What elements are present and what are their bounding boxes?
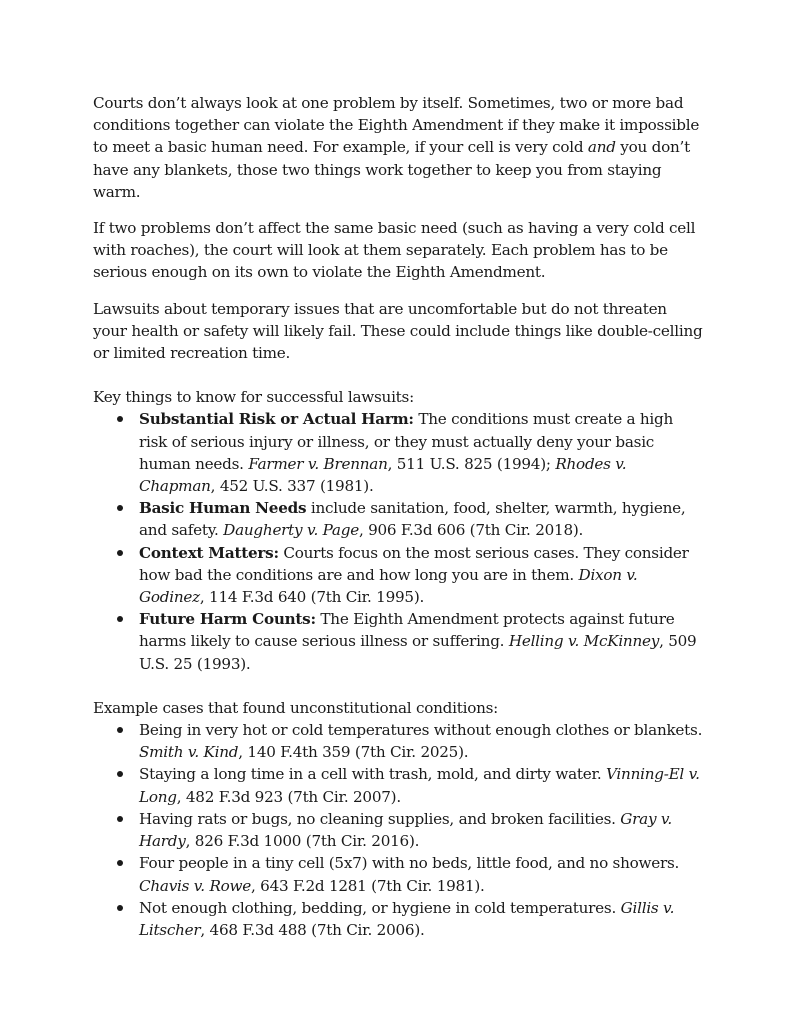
case-name: Dixon v. Godinez (139, 565, 638, 607)
list-item: Staying a long time in a cell with trash, mold, and dirty water. Vinning-El v. Long, 482 F.3d 923 (7th Cir. 2007). (139, 763, 705, 807)
bullet-icon (117, 905, 123, 911)
case-name: Smith v. Kind (139, 743, 239, 762)
case-name: Chavis v. Rowe (139, 876, 252, 895)
key-things-list (93, 408, 705, 674)
bullet-icon (117, 550, 123, 556)
bullet-icon (117, 505, 123, 511)
key-things-heading: Key things to know for successful lawsuits: (93, 388, 414, 407)
list-item: Substantial Risk or Actual Harm: The conditions must create a high risk of serious injury or illness, or they must actually deny your basic human needs. Farmer v. Brennan, 511 U.S. 825 (1994); Rhodes v. Chapman, 452 U.S. 337 (1981). (139, 408, 705, 497)
bullet-icon (117, 860, 123, 866)
case-name: Helling v. McKinney (508, 632, 660, 651)
case-name: Gillis v. Litscher (139, 898, 675, 939)
examples-heading: Example cases that found unconstitutional conditions: (93, 698, 499, 717)
list-item: Future Harm Counts: The Eighth Amendment protects against future harms likely to cause serious illness or suffering. Helling v. McKinney, 509 U.S. 25 (1993). (139, 608, 705, 675)
case-name: Rhodes v. Chapman (139, 454, 627, 496)
case-name: Gray v. Hardy (139, 809, 672, 851)
list-item: Having rats or bugs, no cleaning supplies, and broken facilities. Gray v. Hardy, 826 F.3d 1000 (7th Cir. 2016). (139, 808, 705, 852)
paragraph-separate-problems: If two problems don’t affect the same basic need (such as having a very cold cell with roaches), the court will look at them separately. Each problem has to be serious enough on its own to violate the Eighth Amendment. (93, 219, 696, 282)
paragraph-combined-conditions: Courts don’t always look at one problem by itself. Sometimes, two or more bad conditions together can violate the Eighth Amendment if they make it impossible to meet a basic human need. For example, if your cell is very cold and you don’t have any blankets, those two things work together to keep you from staying warm. (93, 94, 700, 201)
case-name: Farmer v. Brennan (248, 454, 388, 473)
list-item: Being in very hot or cold temperatures without enough clothes or blankets. Smith v. Kind, 140 F.4th 359 (7th Cir. 2025). (139, 719, 705, 763)
paragraph-temporary-issues: Lawsuits about temporary issues that are uncomfortable but do not threaten your health or safety will likely fail. These could include things like double-celling or limited recreation time. (93, 299, 703, 363)
bullet-icon (117, 616, 123, 622)
list-item: Four people in a tiny cell (5x7) with no beds, little food, and no showers. Chavis v. Rowe, 643 F.2d 1281 (7th Cir. 1981). (139, 852, 705, 896)
section-spacer (93, 675, 705, 697)
case-name: Daugherty v. Page (223, 521, 359, 540)
bullet-icon (117, 727, 123, 733)
bullet-icon (117, 816, 123, 822)
list-item: Context Matters: Courts focus on the most serious cases. They consider how bad the conditions are and how long you are in them. Dixon v. Godinez, 114 F.3d 640 (7th Cir. 1995). (139, 542, 705, 609)
list-item: Not enough clothing, bedding, or hygiene in cold temperatures. Gillis v. Litscher, 468 F.3d 488 (7th Cir. 2006). (139, 897, 705, 941)
bullet-icon (117, 771, 123, 777)
examples-list (93, 719, 705, 941)
bullet-icon (117, 416, 123, 422)
list-item: Basic Human Needs include sanitation, food, shelter, warmth, hygiene, and safety. Daugherty v. Page, 906 F.3d 606 (7th Cir. 2018). (139, 497, 705, 541)
case-name: Vinning-El v. Long (139, 765, 700, 806)
document-page (93, 92, 705, 941)
